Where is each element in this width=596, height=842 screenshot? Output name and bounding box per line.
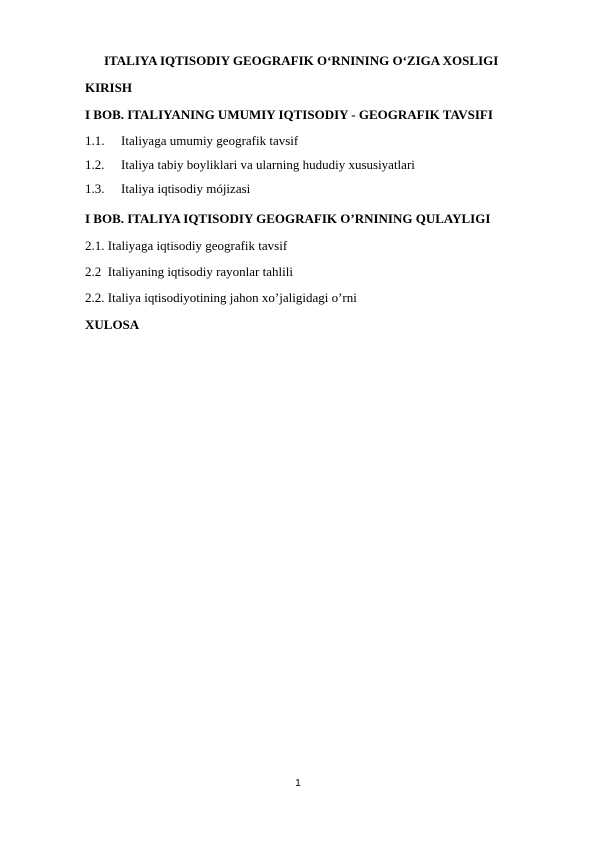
toc-item-text: Italiya iqtisodiy mójizasi [121,181,251,196]
section-conclusion: XULOSA [85,317,140,332]
toc-item-number: 1.1. [85,133,105,148]
toc-item-number: 1.2. [85,157,105,172]
toc-item-2-1: 2.1. Italiyaga iqtisodiy geografik tavsif [85,238,288,253]
toc-item-1-1 [85,133,298,149]
toc-item-text: Italiyaga umumiy geografik tavsif [121,133,299,148]
chapter-2-heading: I BOB. ITALIYA IQTISODIY GEOGRAFIK O’RNINING QULAYLIGI [85,211,491,226]
toc-item-2-2b: 2.2. Italiya iqtisodiyotining jahon xo’jaligidagi o’rni [85,290,357,305]
document-title: ITALIYA IQTISODIY GEOGRAFIK O‘RNINING O‘ZIGA XOSLIGI [104,53,499,68]
toc-item-1-2 [85,157,415,173]
toc-item-number: 1.3. [85,181,105,196]
toc-item-1-3 [85,181,250,197]
section-intro: KIRISH [85,80,132,95]
toc-item-text: Italiya tabiy boyliklari va ularning hududiy xususiyatlari [121,157,415,172]
toc-item-2-2: 2.2 Italiyaning iqtisodiy rayonlar tahlili [85,264,293,279]
chapter-1-heading: I BOB. ITALIYANING UMUMIY IQTISODIY - GEOGRAFIK TAVSIFI [85,107,493,122]
page-number: 1 [295,778,301,789]
